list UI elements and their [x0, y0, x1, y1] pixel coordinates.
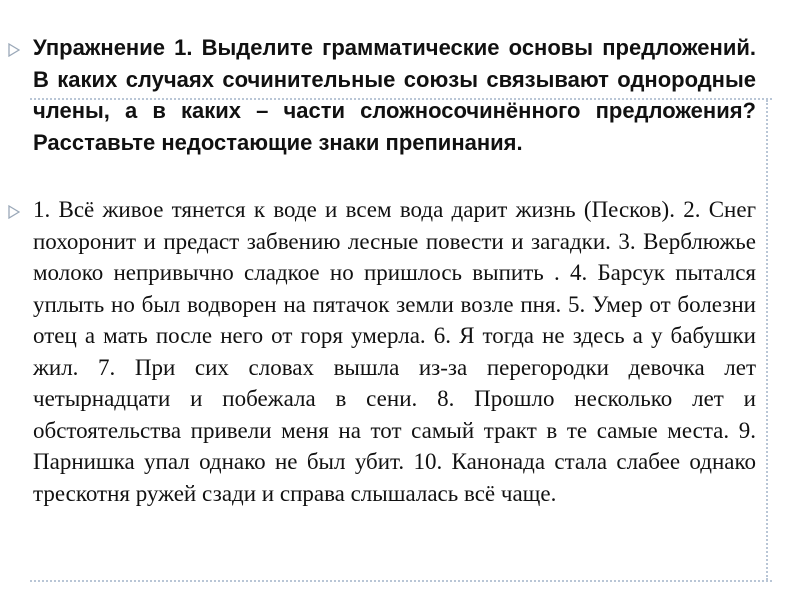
- exercise-sentences-text: 1. Всё живое тянется к воде и всем вода дарит жизнь (Песков). 2. Снег похоронит и предаст забвению лесные повести и загадки. 3. Верблюжье молоко непривычно сладкое но пришлось выпить . 4. Барсук пытался уплыть но был водворен на пятачок земли возле пня. 5. Умер от болезни отец а мать после него от горя умерла. 6. Я тогда не здесь а у бабушки жил. 7. При сих словах вышла из-за перегородки девочка лет четырнадцати и побежала в сени. 8. Прошло несколько лет и обстоятельства привели меня на тот самый тракт в те самые места. 9. Парнишка упал однако не был убит. 10. Канонада стала слабее однако трескотня ружей сзади и справа слышалась всё чаще.: [33, 197, 756, 506]
- exercise-task-text: Упражнение 1. Выделите грамматические основы предложений. В каких случаях сочинительные союзы связывают однородные члены, а в каких – части сложносочинённого предложения? Расставьте недостающие знаки препинания.: [33, 35, 756, 155]
- triangle-bullet-icon: [8, 43, 20, 57]
- dotted-divider-bottom: [30, 580, 772, 582]
- sentences-block: [8, 194, 768, 509]
- triangle-bullet-icon: [8, 205, 20, 219]
- task-block: [8, 32, 768, 158]
